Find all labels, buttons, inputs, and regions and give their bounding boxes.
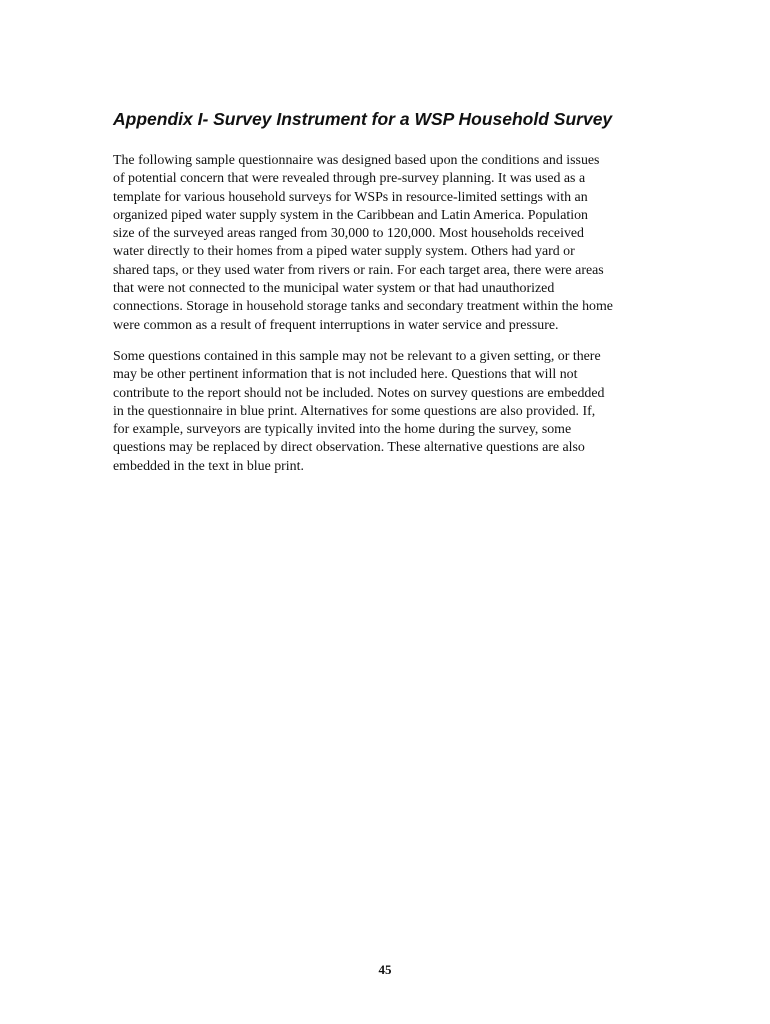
- appendix-heading: Appendix I- Survey Instrument for a WSP Household Survey: [113, 109, 613, 129]
- relevance-paragraph: Some questions contained in this sample may not be relevant to a given setting, or there may be other pertinent information that is not included here. Questions that will not contribute to the report should not be included. Notes on survey questions are embedded in the questionnaire in blue print. Alternatives for some questions are also provided. If, for example, surveyors are typically invited into the home during the survey, some questions may be replaced by direct observation. These alternative questions are also embedded in the text in blue print.: [113, 349, 605, 474]
- intro-paragraph: The following sample questionnaire was designed based upon the conditions and issues of potential concern that were revealed through pre-survey planning. It was used as a template for various household surveys for WSPs in resource-limited settings with an organized piped water supply system in the Caribbean and Latin America. Population size of the surveyed areas ranged from 30,000 to 120,000. Most households received water directly to their homes from a piped water supply system. Others had yard or shared taps, or they used water from rivers or rain. For each target area, there were areas that were not connected to the municipal water system or that had unauthorized connections. Storage in household storage tanks and secondary treatment within the home were common as a result of frequent interruptions in water service and pressure.: [113, 153, 613, 333]
- page-number: 45: [378, 962, 392, 977]
